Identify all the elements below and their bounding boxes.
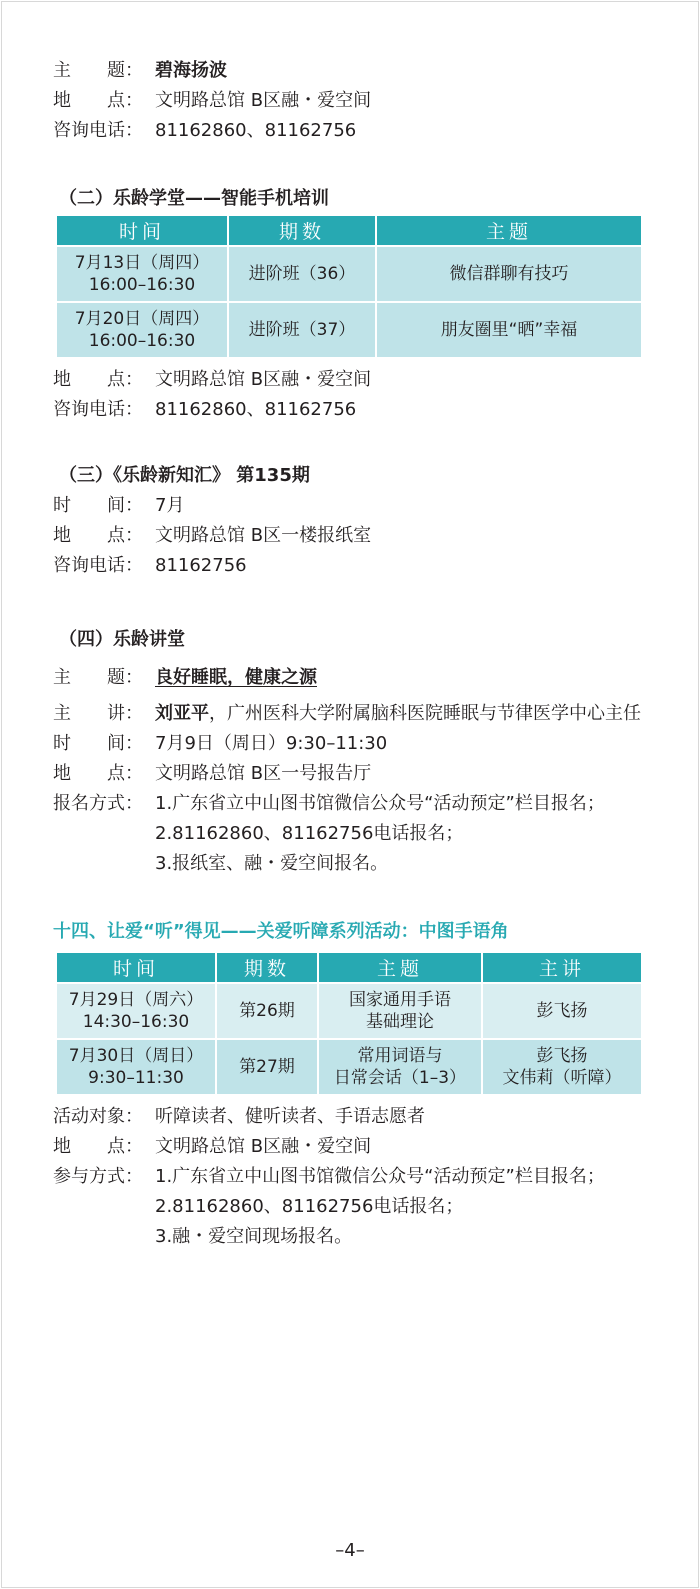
phone-value: 81162860、81162756 <box>155 120 357 141</box>
phone-label: 咨询电话： <box>53 120 143 141</box>
header-time: 时间 <box>56 215 228 246</box>
join-method: 1.广东省立中山图书馆微信公众号“活动预定”栏目报名； <box>155 1166 605 1187</box>
cell-topic: 微信群聊有技巧 <box>376 246 642 302</box>
place-value: 文明路总馆 B区一楼报纸室 <box>155 525 372 546</box>
theme-label: 主 题： <box>53 60 143 81</box>
cell-date: 7月20日（周四） <box>74 309 210 329</box>
time-row <box>53 729 647 759</box>
header-speaker: 主讲 <box>482 952 642 983</box>
section-14-title: 十四、让爱“听”得见——关爱听障系列活动：中图手语角 <box>53 921 509 942</box>
time-row <box>53 491 647 521</box>
header-time: 时间 <box>56 952 216 983</box>
place-value: 文明路总馆 B区融・爱空间 <box>155 369 372 390</box>
table-row <box>56 302 642 358</box>
theme-row <box>53 663 647 693</box>
speaker-row <box>53 699 647 729</box>
section-4 <box>53 625 647 879</box>
table-header-row <box>56 215 642 246</box>
place-row <box>53 759 647 789</box>
place-row <box>53 1132 647 1162</box>
join-method: 3.融・爱空间现场报名。 <box>155 1226 353 1247</box>
header-topic: 主题 <box>376 215 642 246</box>
cell-hours: 9:30–11:30 <box>88 1068 184 1088</box>
audience-value: 听障读者、健听读者、手语志愿者 <box>155 1106 425 1127</box>
signup-method: 3.报纸室、融・爱空间报名。 <box>155 853 389 874</box>
cell-speaker <box>482 1039 642 1095</box>
signup-methods <box>155 789 647 879</box>
phone-row <box>53 116 647 146</box>
audience-row <box>53 1102 647 1132</box>
join-method: 2.81162860、81162756电话报名； <box>155 1196 464 1217</box>
cell-period: 第26期 <box>216 983 318 1039</box>
cell-speaker-line: 彭飞扬 <box>536 1046 588 1066</box>
section-2 <box>53 184 647 425</box>
place-value: 文明路总馆 B区融・爱空间 <box>155 1136 372 1157</box>
cell-date: 7月30日（周日） <box>68 1046 204 1066</box>
time-value: 7月 <box>155 495 185 516</box>
cell-topic <box>318 983 482 1039</box>
cell-speaker <box>482 983 642 1039</box>
table-row <box>56 983 642 1039</box>
phone-value: 81162860、81162756 <box>155 399 357 420</box>
audience-label: 活动对象： <box>53 1106 143 1127</box>
cell-topic: 朋友圈里“晒”幸福 <box>376 302 642 358</box>
header-topic: 主题 <box>318 952 482 983</box>
cell-topic-line: 国家通用手语 <box>349 990 451 1010</box>
place-row <box>53 86 647 116</box>
time-label: 时 间： <box>53 495 143 516</box>
cell-date: 7月13日（周四） <box>74 253 210 273</box>
place-label: 地 点： <box>53 369 143 390</box>
header-period: 期数 <box>216 952 318 983</box>
join-methods <box>155 1162 647 1252</box>
join-row <box>53 1162 647 1252</box>
speaker-value <box>155 699 647 729</box>
cell-hours: 16:00–16:30 <box>88 331 196 351</box>
theme-value: 碧海扬波 <box>155 60 227 81</box>
cell-time <box>56 1039 216 1095</box>
page-number: –4– <box>335 1540 365 1561</box>
place-row <box>53 365 647 395</box>
cell-topic-line: 常用词语与 <box>357 1046 443 1066</box>
table-row <box>56 246 642 302</box>
theme-label: 主 题： <box>53 667 143 688</box>
section-3-title: （三）《乐龄新知汇》 第135期 <box>59 465 310 486</box>
sign-language-table <box>55 951 643 1096</box>
phone-label: 咨询电话： <box>53 555 143 576</box>
signup-method: 2.81162860、81162756电话报名； <box>155 823 464 844</box>
phone-label: 咨询电话： <box>53 399 143 420</box>
header-period: 期数 <box>228 215 376 246</box>
phone-row <box>53 551 647 581</box>
speaker-label: 主 讲： <box>53 703 143 724</box>
cell-time <box>56 246 228 302</box>
section-14 <box>53 917 647 1252</box>
cell-period: 第27期 <box>216 1039 318 1095</box>
event-block-1 <box>53 56 647 146</box>
speaker-description: ，广州医科大学附属脑科医院睡眠与节律医学中心主任 <box>209 703 641 724</box>
place-value: 文明路总馆 B区一号报告厅 <box>155 763 372 784</box>
place-label: 地 点： <box>53 90 143 111</box>
cell-period: 进阶班（37） <box>228 302 376 358</box>
cell-hours: 16:00–16:30 <box>88 275 196 295</box>
place-value: 文明路总馆 B区融・爱空间 <box>155 90 372 111</box>
cell-speaker-line: 文伟莉（听障） <box>502 1068 622 1088</box>
signup-row <box>53 789 647 879</box>
table-header-row <box>56 952 642 983</box>
theme-row <box>53 56 647 86</box>
document-page <box>53 56 647 1252</box>
cell-topic-line: 日常会话（1–3） <box>333 1068 467 1088</box>
table-row <box>56 1039 642 1095</box>
place-label: 地 点： <box>53 1136 143 1157</box>
join-label: 参与方式： <box>53 1166 143 1187</box>
section-3 <box>53 461 647 581</box>
cell-hours: 14:30–16:30 <box>82 1012 190 1032</box>
cell-time <box>56 302 228 358</box>
signup-method: 1.广东省立中山图书馆微信公众号“活动预定”栏目报名； <box>155 793 605 814</box>
place-label: 地 点： <box>53 763 143 784</box>
section-4-title: （四）乐龄讲堂 <box>59 629 185 650</box>
signup-label: 报名方式： <box>53 793 143 814</box>
phone-value: 81162756 <box>155 555 247 576</box>
speaker-name: 刘亚平 <box>155 703 209 724</box>
cell-period: 进阶班（36） <box>228 246 376 302</box>
place-label: 地 点： <box>53 525 143 546</box>
cell-date: 7月29日（周六） <box>68 990 204 1010</box>
smartphone-training-table <box>55 214 643 359</box>
time-label: 时 间： <box>53 733 143 754</box>
section-2-title: （二）乐龄学堂——智能手机培训 <box>59 188 329 209</box>
cell-topic-line: 基础理论 <box>366 1012 434 1032</box>
cell-time <box>56 983 216 1039</box>
place-row <box>53 521 647 551</box>
cell-speaker-line: 彭飞扬 <box>536 1001 588 1021</box>
time-value: 7月9日（周日）9:30–11:30 <box>155 733 388 754</box>
cell-topic <box>318 1039 482 1095</box>
phone-row <box>53 395 647 425</box>
theme-value: 良好睡眠，健康之源 <box>155 667 317 688</box>
